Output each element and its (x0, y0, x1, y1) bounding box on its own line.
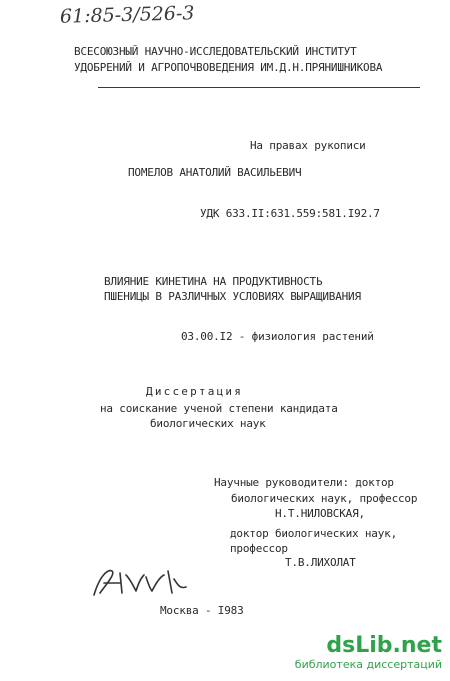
watermark (295, 634, 442, 672)
institute-line-1: ВСЕСОЮЗНЫЙ НАУЧНО-ИССЛЕДОВАТЕЛЬСКИЙ ИНСТИТУТ (74, 45, 357, 58)
institute-line-2: УДОБРЕНИЙ И АГРОПОЧВОВЕДЕНИЯ ИМ.Д.Н.ПРЯНИШНИКОВА (74, 61, 383, 74)
udc-code: УДК 633.II:631.559:581.I92.7 (200, 207, 380, 220)
city-year: Москва - I983 (160, 604, 244, 617)
header-rule (98, 87, 420, 88)
supervisors-line-5: профессор (230, 542, 288, 555)
supervisor-1-name: Н.Т.НИЛОВСКАЯ, (275, 507, 365, 520)
signature (90, 565, 190, 601)
watermark-brand: dsLib.net (326, 633, 442, 658)
title-line-1: ВЛИЯНИЕ КИНЕТИНА НА ПРОДУКТИВНОСТЬ (104, 275, 323, 288)
title-line-2: ПШЕНИЦЫ В РАЗЛИЧНЫХ УСЛОВИЯХ ВЫРАЩИВАНИЯ (104, 290, 361, 303)
archive-code: 61:85-3/526-3 (59, 2, 195, 28)
dissertation-heading: Диссертация (146, 385, 244, 398)
supervisors-line-4: доктор биологических наук, (230, 527, 397, 540)
supervisor-2-name: Т.В.ЛИХОЛАТ (285, 556, 356, 569)
rights-notice: На правах рукописи (250, 139, 366, 152)
degree-line-2: биологических наук (150, 417, 266, 430)
author-name: ПОМЕЛОВ АНАТОЛИЙ ВАСИЛЬЕВИЧ (128, 166, 302, 179)
specialty: 03.00.I2 - физиология растений (181, 330, 374, 343)
watermark-tagline: библиотека диссертаций (294, 658, 442, 671)
supervisors-line-1: Научные руководители: доктор (214, 476, 394, 489)
supervisors-line-2: биологических наук, профессор (231, 492, 418, 505)
degree-line-1: на соискание ученой степени кандидата (100, 402, 338, 415)
